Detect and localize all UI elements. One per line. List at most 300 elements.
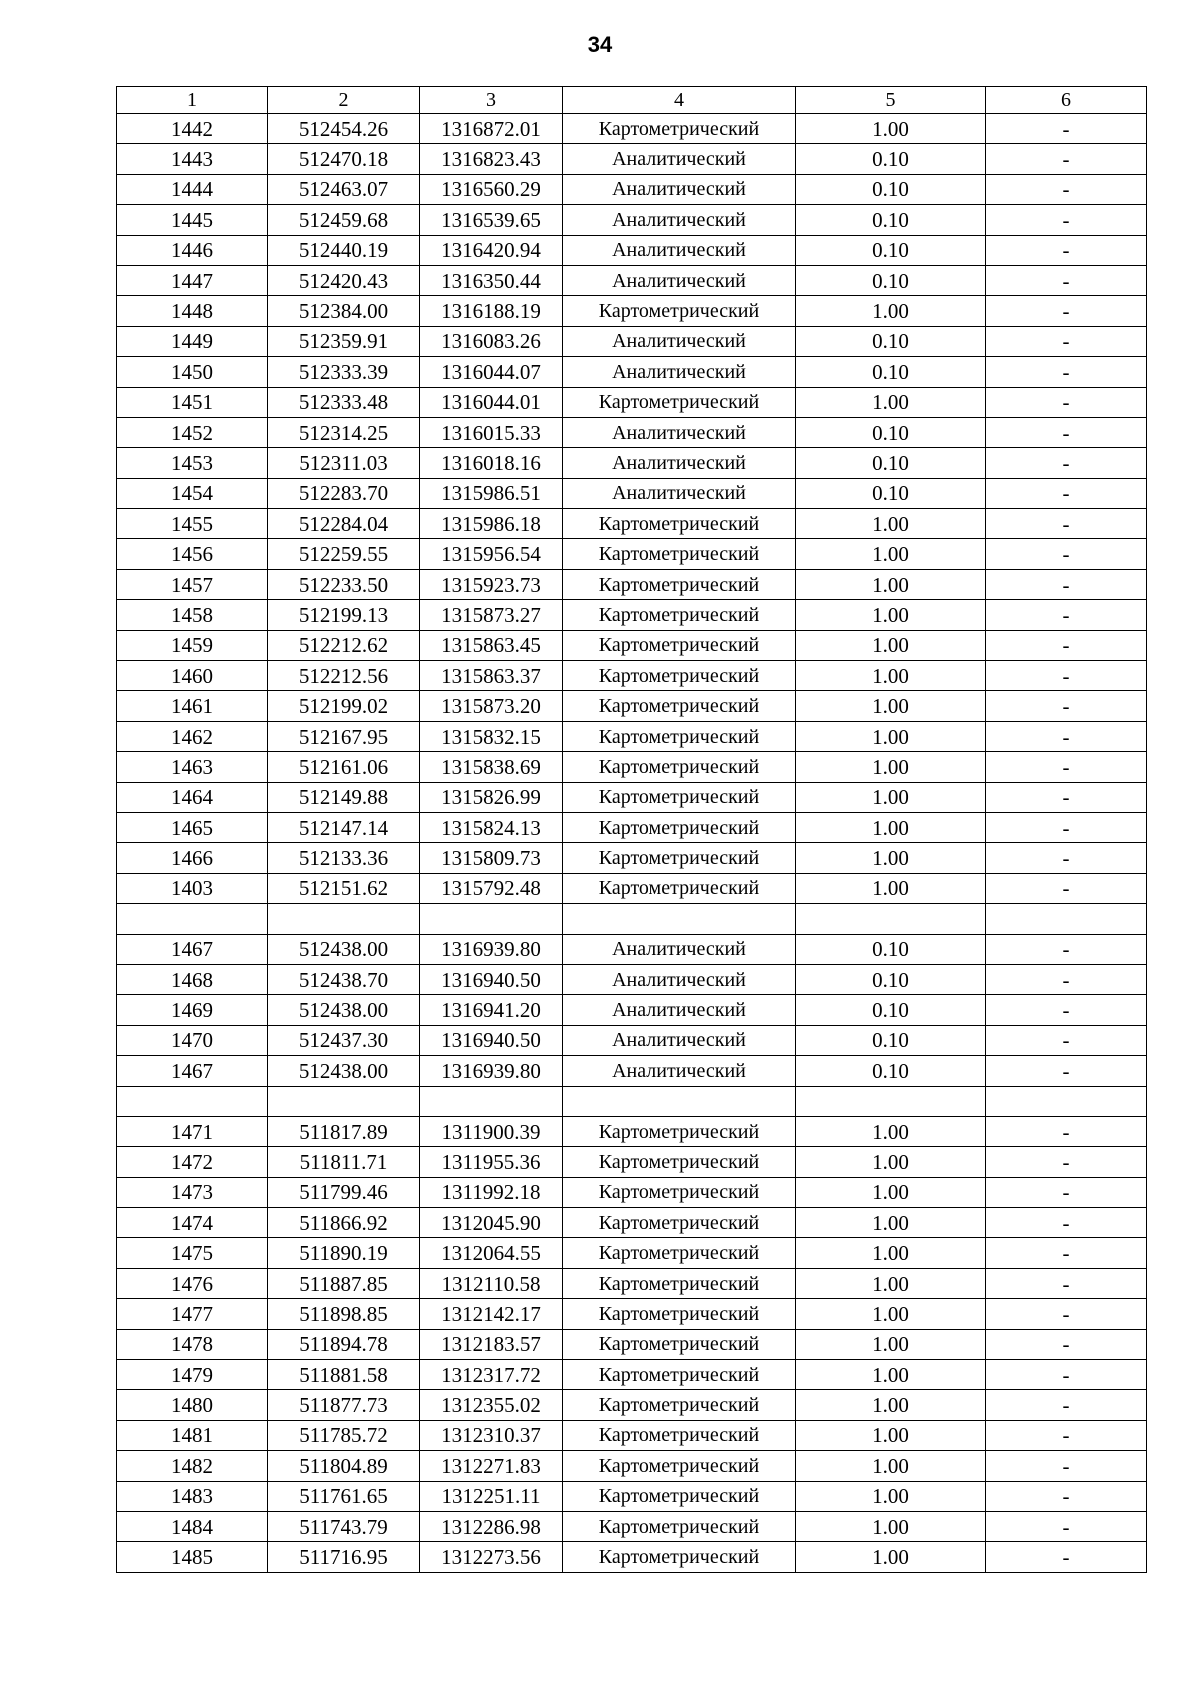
cell-precision: 0.10 (796, 144, 986, 174)
cell-coord-y: 1311992.18 (420, 1177, 563, 1207)
cell-precision: 0.10 (796, 1025, 986, 1055)
cell-coord-y: 1312183.57 (420, 1329, 563, 1359)
cell-coord-y: 1312251.11 (420, 1481, 563, 1511)
cell-note: - (986, 417, 1147, 447)
cell-point-number: 1480 (117, 1390, 268, 1420)
cell-coord-y: 1315873.27 (420, 600, 563, 630)
cell-coord-y: 1311900.39 (420, 1116, 563, 1146)
cell-coord-x: 511785.72 (268, 1420, 420, 1450)
cell-coord-x: 512199.13 (268, 600, 420, 630)
cell-note: - (986, 205, 1147, 235)
cell-coord-x: 512470.18 (268, 144, 420, 174)
cell-note: - (986, 1299, 1147, 1329)
cell-note: - (986, 478, 1147, 508)
cell-coord-y: 1316560.29 (420, 174, 563, 204)
cell-note: - (986, 1511, 1147, 1541)
table-row (117, 417, 1147, 447)
cell-note: - (986, 114, 1147, 144)
cell-coord-x: 512212.62 (268, 630, 420, 660)
cell-precision: 1.00 (796, 1299, 986, 1329)
cell-coord-y: 1312110.58 (420, 1268, 563, 1298)
cell-note: - (986, 569, 1147, 599)
cell-precision: 0.10 (796, 205, 986, 235)
cell-point-number: 1442 (117, 114, 268, 144)
cell-precision (796, 1086, 986, 1116)
cell-coord-y: 1315824.13 (420, 812, 563, 842)
table-row (117, 600, 1147, 630)
cell-coord-y: 1312064.55 (420, 1238, 563, 1268)
cell-point-number: 1443 (117, 144, 268, 174)
cell-coord-x: 512440.19 (268, 235, 420, 265)
cell-note: - (986, 752, 1147, 782)
table-row (117, 265, 1147, 295)
table-row-blank (117, 1086, 1147, 1116)
cell-coord-x: 511887.85 (268, 1268, 420, 1298)
table-header (117, 87, 1147, 114)
cell-point-number: 1474 (117, 1208, 268, 1238)
cell-note: - (986, 1177, 1147, 1207)
cell-precision: 1.00 (796, 1329, 986, 1359)
cell-point-number: 1453 (117, 448, 268, 478)
cell-method: Картометрический (563, 387, 796, 417)
table-row (117, 1390, 1147, 1420)
cell-method: Картометрический (563, 509, 796, 539)
header-cell-6: 6 (986, 87, 1147, 114)
cell-point-number: 1446 (117, 235, 268, 265)
cell-note (986, 904, 1147, 934)
table-row (117, 1542, 1147, 1572)
cell-point-number: 1478 (117, 1329, 268, 1359)
cell-precision: 1.00 (796, 387, 986, 417)
cell-method: Аналитический (563, 417, 796, 447)
cell-point-number (117, 904, 268, 934)
cell-coord-x: 511716.95 (268, 1542, 420, 1572)
cell-method: Картометрический (563, 569, 796, 599)
cell-note: - (986, 387, 1147, 417)
cell-precision: 1.00 (796, 843, 986, 873)
cell-coord-x: 511877.73 (268, 1390, 420, 1420)
cell-coord-x: 512147.14 (268, 812, 420, 842)
table-row (117, 1329, 1147, 1359)
cell-note: - (986, 782, 1147, 812)
cell-point-number: 1477 (117, 1299, 268, 1329)
cell-coord-x: 511804.89 (268, 1451, 420, 1481)
table-row (117, 205, 1147, 235)
cell-coord-x: 512259.55 (268, 539, 420, 569)
cell-coord-x: 511898.85 (268, 1299, 420, 1329)
cell-coord-y: 1315809.73 (420, 843, 563, 873)
cell-note: - (986, 1268, 1147, 1298)
table-row (117, 448, 1147, 478)
cell-method: Картометрический (563, 1177, 796, 1207)
cell-method: Аналитический (563, 1025, 796, 1055)
cell-point-number: 1403 (117, 873, 268, 903)
cell-coord-x: 512333.39 (268, 357, 420, 387)
cell-coord-y: 1312273.56 (420, 1542, 563, 1572)
cell-coord-x: 512438.00 (268, 934, 420, 964)
cell-coord-x: 511881.58 (268, 1360, 420, 1390)
cell-coord-y: 1315838.69 (420, 752, 563, 782)
cell-coord-y: 1315923.73 (420, 569, 563, 599)
cell-note: - (986, 1025, 1147, 1055)
cell-note: - (986, 873, 1147, 903)
cell-method: Картометрический (563, 600, 796, 630)
cell-note: - (986, 630, 1147, 660)
cell-point-number: 1462 (117, 721, 268, 751)
cell-precision: 1.00 (796, 873, 986, 903)
cell-coord-y: 1312286.98 (420, 1511, 563, 1541)
cell-coord-y (420, 1086, 563, 1116)
cell-method: Картометрический (563, 1511, 796, 1541)
cell-precision: 1.00 (796, 600, 986, 630)
cell-coord-x: 511761.65 (268, 1481, 420, 1511)
cell-point-number: 1448 (117, 296, 268, 326)
cell-coord-x: 512359.91 (268, 326, 420, 356)
header-row (117, 87, 1147, 114)
table-row (117, 509, 1147, 539)
cell-method: Аналитический (563, 174, 796, 204)
coordinates-table (116, 86, 1147, 1573)
cell-coord-y: 1316939.80 (420, 1056, 563, 1086)
cell-coord-y: 1312317.72 (420, 1360, 563, 1390)
table-row-blank (117, 904, 1147, 934)
header-cell-2: 2 (268, 87, 420, 114)
cell-coord-x: 511866.92 (268, 1208, 420, 1238)
cell-precision: 0.10 (796, 995, 986, 1025)
cell-coord-x: 511817.89 (268, 1116, 420, 1146)
cell-method: Картометрический (563, 691, 796, 721)
cell-note: - (986, 174, 1147, 204)
cell-method: Картометрический (563, 1390, 796, 1420)
cell-note: - (986, 1056, 1147, 1086)
cell-method: Аналитический (563, 205, 796, 235)
cell-precision: 0.10 (796, 174, 986, 204)
table-row (117, 235, 1147, 265)
cell-precision: 1.00 (796, 752, 986, 782)
cell-coord-x: 512199.02 (268, 691, 420, 721)
cell-coord-x: 512161.06 (268, 752, 420, 782)
cell-precision: 1.00 (796, 1511, 986, 1541)
cell-coord-y: 1315863.45 (420, 630, 563, 660)
cell-point-number: 1467 (117, 934, 268, 964)
cell-point-number: 1472 (117, 1147, 268, 1177)
table-row (117, 296, 1147, 326)
cell-note: - (986, 661, 1147, 691)
cell-method: Картометрический (563, 1238, 796, 1268)
cell-method: Картометрический (563, 721, 796, 751)
table-row (117, 661, 1147, 691)
cell-coord-y: 1316044.01 (420, 387, 563, 417)
table-row (117, 752, 1147, 782)
cell-coord-x: 512283.70 (268, 478, 420, 508)
cell-coord-y: 1316188.19 (420, 296, 563, 326)
cell-method: Аналитический (563, 265, 796, 295)
cell-note: - (986, 1208, 1147, 1238)
cell-precision: 0.10 (796, 357, 986, 387)
cell-point-number: 1461 (117, 691, 268, 721)
table-row (117, 843, 1147, 873)
cell-precision (796, 904, 986, 934)
cell-method: Картометрический (563, 1329, 796, 1359)
cell-note: - (986, 691, 1147, 721)
cell-coord-y: 1315792.48 (420, 873, 563, 903)
cell-coord-y: 1315956.54 (420, 539, 563, 569)
table-row (117, 478, 1147, 508)
cell-point-number: 1466 (117, 843, 268, 873)
cell-method: Картометрический (563, 1299, 796, 1329)
table-row (117, 964, 1147, 994)
cell-point-number: 1476 (117, 1268, 268, 1298)
cell-method: Аналитический (563, 478, 796, 508)
cell-coord-x: 512149.88 (268, 782, 420, 812)
cell-note: - (986, 1116, 1147, 1146)
cell-coord-x: 512454.26 (268, 114, 420, 144)
cell-coord-y: 1312355.02 (420, 1390, 563, 1420)
cell-point-number: 1481 (117, 1420, 268, 1450)
cell-coord-x: 512420.43 (268, 265, 420, 295)
cell-note: - (986, 721, 1147, 751)
cell-precision: 0.10 (796, 448, 986, 478)
table-row (117, 174, 1147, 204)
cell-precision: 1.00 (796, 661, 986, 691)
cell-coord-x (268, 904, 420, 934)
cell-point-number: 1463 (117, 752, 268, 782)
cell-note: - (986, 1238, 1147, 1268)
cell-point-number: 1471 (117, 1116, 268, 1146)
table-row (117, 1147, 1147, 1177)
table-row (117, 782, 1147, 812)
cell-point-number: 1454 (117, 478, 268, 508)
table-row (117, 1511, 1147, 1541)
cell-coord-y: 1316350.44 (420, 265, 563, 295)
cell-method: Картометрический (563, 812, 796, 842)
cell-method: Аналитический (563, 144, 796, 174)
cell-point-number: 1455 (117, 509, 268, 539)
cell-method: Аналитический (563, 326, 796, 356)
cell-point-number: 1447 (117, 265, 268, 295)
cell-coord-x: 512333.48 (268, 387, 420, 417)
cell-note: - (986, 326, 1147, 356)
table-row (117, 873, 1147, 903)
cell-precision: 1.00 (796, 721, 986, 751)
cell-coord-y: 1316939.80 (420, 934, 563, 964)
cell-coord-y (420, 904, 563, 934)
cell-point-number: 1475 (117, 1238, 268, 1268)
cell-precision: 1.00 (796, 1238, 986, 1268)
table-row (117, 1238, 1147, 1268)
cell-coord-x: 512311.03 (268, 448, 420, 478)
table-body (117, 114, 1147, 1573)
cell-precision: 1.00 (796, 114, 986, 144)
cell-precision: 1.00 (796, 1390, 986, 1420)
table-row (117, 1056, 1147, 1086)
cell-precision: 1.00 (796, 1208, 986, 1238)
table-row (117, 569, 1147, 599)
cell-point-number: 1470 (117, 1025, 268, 1055)
table-row (117, 1360, 1147, 1390)
cell-coord-y: 1312271.83 (420, 1451, 563, 1481)
cell-precision: 1.00 (796, 1177, 986, 1207)
cell-coord-x: 511811.71 (268, 1147, 420, 1177)
cell-coord-x: 512314.25 (268, 417, 420, 447)
cell-note (986, 1086, 1147, 1116)
table-row (117, 812, 1147, 842)
table-row (117, 326, 1147, 356)
cell-point-number: 1467 (117, 1056, 268, 1086)
cell-point-number: 1451 (117, 387, 268, 417)
cell-coord-x: 512151.62 (268, 873, 420, 903)
cell-precision: 0.10 (796, 326, 986, 356)
cell-precision: 1.00 (796, 691, 986, 721)
table-row (117, 1299, 1147, 1329)
cell-coord-x (268, 1086, 420, 1116)
cell-point-number: 1459 (117, 630, 268, 660)
cell-coord-y: 1315863.37 (420, 661, 563, 691)
cell-coord-x: 512459.68 (268, 205, 420, 235)
cell-coord-y: 1315826.99 (420, 782, 563, 812)
cell-note: - (986, 265, 1147, 295)
cell-point-number: 1452 (117, 417, 268, 447)
cell-coord-y: 1315986.18 (420, 509, 563, 539)
cell-coord-x: 512438.70 (268, 964, 420, 994)
cell-note: - (986, 1360, 1147, 1390)
cell-point-number: 1445 (117, 205, 268, 235)
header-cell-4: 4 (563, 87, 796, 114)
cell-note: - (986, 357, 1147, 387)
cell-note: - (986, 509, 1147, 539)
cell-point-number: 1473 (117, 1177, 268, 1207)
cell-method: Картометрический (563, 661, 796, 691)
cell-coord-y: 1316420.94 (420, 235, 563, 265)
table-row (117, 1451, 1147, 1481)
cell-method: Картометрический (563, 843, 796, 873)
page-number: 34 (587, 32, 613, 57)
cell-method: Картометрический (563, 1208, 796, 1238)
cell-note: - (986, 539, 1147, 569)
cell-coord-x: 512384.00 (268, 296, 420, 326)
cell-coord-x: 512167.95 (268, 721, 420, 751)
cell-note: - (986, 296, 1147, 326)
cell-coord-x: 512212.56 (268, 661, 420, 691)
cell-point-number: 1450 (117, 357, 268, 387)
table-row (117, 357, 1147, 387)
cell-coord-x: 511890.19 (268, 1238, 420, 1268)
cell-point-number: 1449 (117, 326, 268, 356)
cell-precision: 1.00 (796, 1451, 986, 1481)
cell-precision: 1.00 (796, 296, 986, 326)
cell-coord-y: 1312310.37 (420, 1420, 563, 1450)
cell-precision: 1.00 (796, 812, 986, 842)
cell-point-number: 1479 (117, 1360, 268, 1390)
table-row (117, 1025, 1147, 1055)
cell-precision: 1.00 (796, 1116, 986, 1146)
cell-coord-x: 512438.00 (268, 1056, 420, 1086)
header-cell-3: 3 (420, 87, 563, 114)
cell-method: Аналитический (563, 934, 796, 964)
cell-method: Картометрический (563, 1360, 796, 1390)
header-cell-1: 1 (117, 87, 268, 114)
table-row (117, 1208, 1147, 1238)
cell-precision: 1.00 (796, 1268, 986, 1298)
cell-method (563, 904, 796, 934)
cell-precision: 0.10 (796, 235, 986, 265)
cell-point-number: 1456 (117, 539, 268, 569)
table-row (117, 1116, 1147, 1146)
cell-coord-y: 1316940.50 (420, 1025, 563, 1055)
cell-method: Картометрический (563, 630, 796, 660)
cell-coord-y: 1316044.07 (420, 357, 563, 387)
cell-coord-x: 512437.30 (268, 1025, 420, 1055)
cell-coord-y: 1316083.26 (420, 326, 563, 356)
cell-coord-x: 512284.04 (268, 509, 420, 539)
cell-point-number: 1444 (117, 174, 268, 204)
cell-note: - (986, 995, 1147, 1025)
cell-note: - (986, 843, 1147, 873)
cell-method: Картометрический (563, 1542, 796, 1572)
cell-point-number: 1460 (117, 661, 268, 691)
cell-precision: 1.00 (796, 539, 986, 569)
cell-method: Картометрический (563, 1481, 796, 1511)
cell-coord-x: 511743.79 (268, 1511, 420, 1541)
table-row (117, 1481, 1147, 1511)
table-row (117, 691, 1147, 721)
cell-note: - (986, 1390, 1147, 1420)
table-row (117, 630, 1147, 660)
cell-coord-y: 1316940.50 (420, 964, 563, 994)
cell-coord-x: 511799.46 (268, 1177, 420, 1207)
cell-precision: 0.10 (796, 964, 986, 994)
cell-precision: 1.00 (796, 782, 986, 812)
cell-precision: 0.10 (796, 417, 986, 447)
cell-coord-x: 512233.50 (268, 569, 420, 599)
cell-method: Картометрический (563, 1116, 796, 1146)
table-row (117, 721, 1147, 751)
cell-precision: 1.00 (796, 569, 986, 599)
cell-coord-y: 1311955.36 (420, 1147, 563, 1177)
cell-method: Аналитический (563, 995, 796, 1025)
cell-note: - (986, 144, 1147, 174)
cell-note: - (986, 934, 1147, 964)
cell-precision: 1.00 (796, 1542, 986, 1572)
cell-note: - (986, 600, 1147, 630)
cell-precision: 1.00 (796, 1481, 986, 1511)
cell-point-number: 1465 (117, 812, 268, 842)
cell-point-number: 1457 (117, 569, 268, 599)
cell-note: - (986, 235, 1147, 265)
cell-precision: 1.00 (796, 630, 986, 660)
cell-coord-x: 512438.00 (268, 995, 420, 1025)
cell-coord-x: 512133.36 (268, 843, 420, 873)
cell-coord-y: 1316015.33 (420, 417, 563, 447)
cell-method: Картометрический (563, 114, 796, 144)
cell-method: Картометрический (563, 1420, 796, 1450)
cell-note: - (986, 1147, 1147, 1177)
table-row (117, 1268, 1147, 1298)
header-cell-5: 5 (796, 87, 986, 114)
cell-coord-y: 1316823.43 (420, 144, 563, 174)
cell-coord-x: 512463.07 (268, 174, 420, 204)
cell-note: - (986, 1420, 1147, 1450)
cell-point-number: 1464 (117, 782, 268, 812)
cell-point-number: 1483 (117, 1481, 268, 1511)
cell-coord-y: 1312045.90 (420, 1208, 563, 1238)
cell-note: - (986, 1329, 1147, 1359)
cell-point-number: 1468 (117, 964, 268, 994)
cell-coord-y: 1316539.65 (420, 205, 563, 235)
cell-method: Аналитический (563, 357, 796, 387)
cell-method (563, 1086, 796, 1116)
cell-note: - (986, 964, 1147, 994)
